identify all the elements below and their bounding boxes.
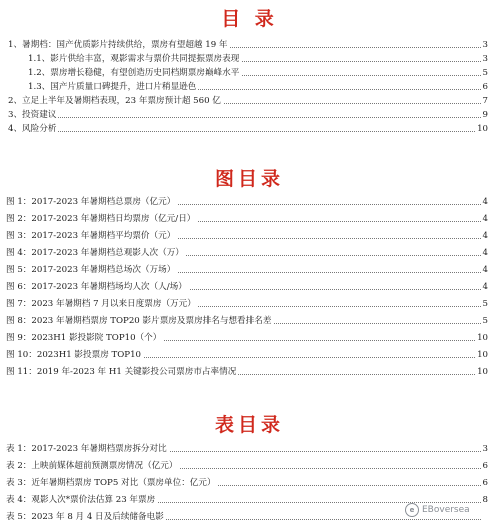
toc-entry[interactable] (0, 38, 499, 52)
watermark-text: EBoversea (422, 505, 470, 515)
toc-entry-text: 3、投资建议 (8, 110, 57, 120)
leader-dots (8, 131, 481, 132)
figure-list-title: 图目录 (214, 168, 284, 190)
toc-entry-text: 1.1、影片供给丰富，观影需求与票价共同提振票房表现 (28, 54, 240, 64)
figure-entry-page: 10 (477, 367, 488, 377)
figure-entry-text: 图 1：2017-2023 年暑期档总票房（亿元） (6, 197, 176, 207)
toc-entry[interactable] (0, 66, 499, 80)
table-entry-page: 6 (482, 478, 488, 488)
toc-entry-page: 10 (477, 124, 488, 134)
figure-entry[interactable] (0, 348, 499, 362)
toc-entry-page: 3 (482, 40, 488, 50)
figure-entry[interactable] (0, 297, 499, 311)
figure-entry[interactable] (0, 195, 499, 209)
table-entry-text: 表 5：2023 年 8 月 4 日及后续储备电影 (6, 512, 164, 522)
toc-entry-page: 7 (482, 96, 488, 106)
watermark-logo-icon: e (405, 503, 419, 517)
figure-entry-page: 4 (482, 231, 488, 241)
figure-entry-page: 4 (482, 248, 488, 258)
table-entry-text: 表 1：2017-2023 年暑期档票房拆分对比 (6, 444, 167, 454)
toc-entry[interactable] (0, 122, 499, 136)
figure-entry[interactable] (0, 280, 499, 294)
figure-entry-page: 10 (477, 350, 488, 360)
toc-entry[interactable] (0, 80, 499, 94)
toc-entry[interactable] (0, 94, 499, 108)
table-entry-page: 8 (482, 495, 488, 505)
figure-entry[interactable] (0, 229, 499, 243)
figure-entry[interactable] (0, 331, 499, 345)
figure-entry-text: 图 5：2017-2023 年暑期档总场次（万场） (6, 265, 176, 275)
table-entry[interactable] (0, 476, 499, 490)
toc-entry-page: 6 (482, 82, 488, 92)
figure-entry-page: 4 (482, 197, 488, 207)
figure-entry-page: 4 (482, 282, 488, 292)
toc-entry-text: 4、风险分析 (8, 124, 57, 134)
toc-entry-page: 3 (482, 54, 488, 64)
table-list-title: 表目录 (214, 414, 284, 436)
toc-entry[interactable] (0, 108, 499, 122)
figure-entry-text: 图 4：2017-2023 年暑期档总观影人次（万） (6, 248, 184, 258)
figure-entry-page: 10 (477, 333, 488, 343)
figure-entry[interactable] (0, 314, 499, 328)
table-entry-text: 表 2：上映前媒体超前预测票房情况（亿元） (6, 461, 178, 471)
figure-entry-text: 图 8：2023 年暑期档票房 TOP20 影片票房及票房排名与想看排名差 (6, 316, 272, 326)
watermark (405, 503, 470, 517)
figure-entry[interactable] (0, 212, 499, 226)
toc-title: 目 录 (221, 8, 278, 30)
figure-entry-text: 图 9：2023H1 影投影院 TOP10（个） (6, 333, 162, 343)
figure-entry-text: 图 7：2023 年暑期档 7 月以来日度票房（万元） (6, 299, 196, 309)
leader-dots (8, 117, 481, 118)
figure-entry-text: 图 2：2017-2023 年暑期档日均票房（亿元/日） (6, 214, 196, 224)
figure-entry-page: 4 (482, 265, 488, 275)
figure-entry[interactable] (0, 365, 499, 379)
table-entry[interactable] (0, 442, 499, 456)
table-entry[interactable] (0, 459, 499, 473)
toc-entry-text: 1、暑期档：国产优质影片持续供给，票房有望超越 19 年 (8, 40, 228, 50)
figure-entry-page: 5 (482, 316, 488, 326)
figure-entry-text: 图 11：2019 年-2023 年 H1 关键影投公司票房市占率情况 (6, 367, 237, 377)
table-entry-page: 6 (482, 461, 488, 471)
toc-entry-text: 1.2、票房增长稳健，有望创造历史同档期票房巅峰水平 (28, 68, 240, 78)
toc-entry-text: 1.3、国产片质量口碑提升，进口片稍显逊色 (28, 82, 197, 92)
figure-entry-text: 图 6：2017-2023 年暑期档场均人次（人/场） (6, 282, 187, 292)
table-entry-text: 表 3：近年暑期档票房 TOP5 对比（票房单位：亿元） (6, 478, 216, 488)
table-entry-text: 表 4：观影人次*票价法估算 23 年票房 (6, 495, 156, 505)
toc-entry-page: 9 (482, 110, 488, 120)
figure-entry[interactable] (0, 263, 499, 277)
figure-entry[interactable] (0, 246, 499, 260)
table-entry-page: 3 (482, 444, 488, 454)
toc-entry-text: 2、立足上半年及暑期档表现，23 年票房预计超 560 亿 (8, 96, 221, 106)
figure-entry-page: 5 (482, 299, 488, 309)
figure-entry-text: 图 10：2023H1 影投票房 TOP10 (6, 350, 142, 360)
toc-entry[interactable] (0, 52, 499, 66)
figure-entry-text: 图 3：2017-2023 年暑期档平均票价（元） (6, 231, 176, 241)
figure-entry-page: 4 (482, 214, 488, 224)
toc-entry-page: 5 (482, 68, 488, 78)
